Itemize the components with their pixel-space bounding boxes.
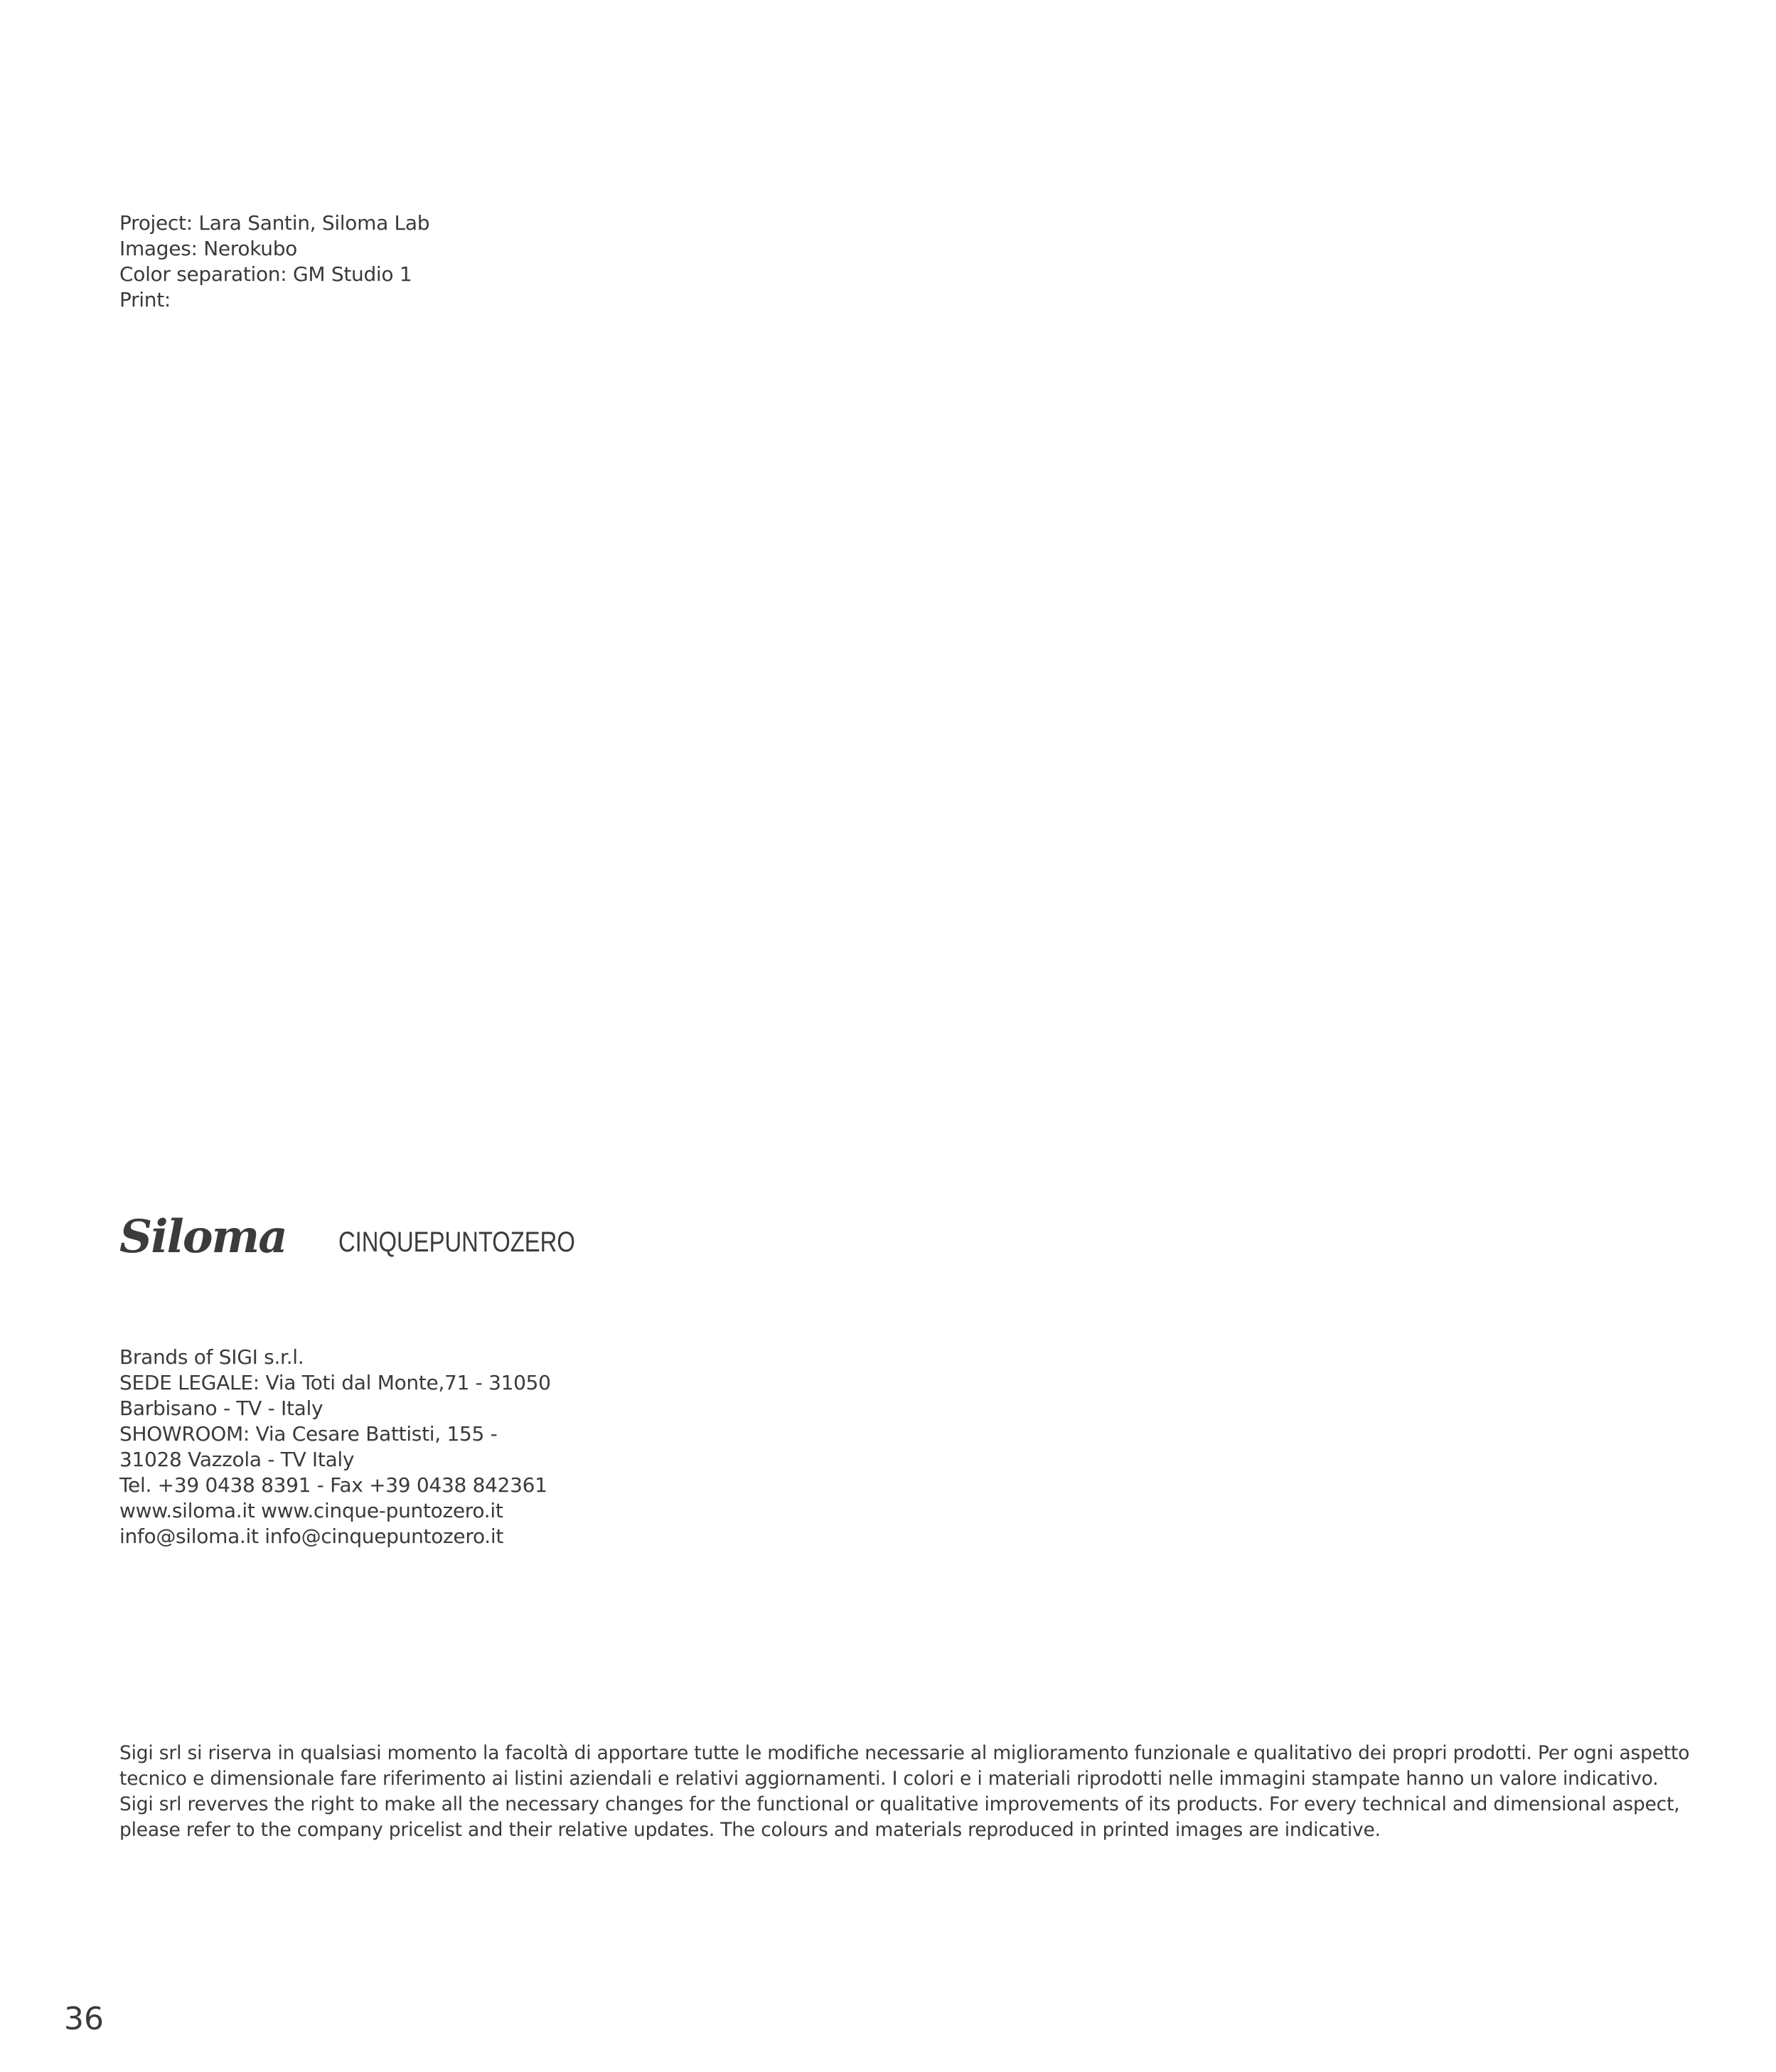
address-line: Barbisano - TV - Italy [119, 1397, 323, 1420]
disclaimer-line: Sigi srl si riserva in qualsiasi momento la facoltà di apportare tutte le modifiche necessarie al miglioramento funzionale e qualitativo dei propri prodotti. Per ogni aspetto [119, 1742, 1690, 1764]
disclaimer-line: Sigi srl reverves the right to make all the necessary changes for the functional or qualitative improvements of its products. For every technical and dimensional aspect, [119, 1793, 1680, 1815]
company-address-block [119, 1345, 551, 1549]
brand-logos [119, 1209, 617, 1280]
page-number: 36 [64, 2001, 104, 2037]
siloma-logo: Siloma [119, 1210, 287, 1264]
credit-images: Images: Nerokubo [119, 237, 298, 260]
disclaimer-line: tecnico e dimensionale fare riferimento ai listini aziendali e relativi aggiornamenti. I colori e i materiali riprodotti nelle immagini stampate hanno un valore indicativo. [119, 1768, 1659, 1790]
credits-block [119, 210, 429, 313]
address-line: Brands of SIGI s.r.l. [119, 1345, 304, 1369]
cinquepuntozero-logo: CINQUEPUNTOZERO [338, 1227, 575, 1258]
credit-color-separation: Color separation: GM Studio 1 [119, 262, 412, 286]
credit-print: Print: [119, 288, 171, 311]
address-line: SHOWROOM: Via Cesare Battisti, 155 - [119, 1422, 498, 1446]
credit-project: Project: Lara Santin, Siloma Lab [119, 211, 430, 235]
address-line: www.siloma.it www.cinque-puntozero.it [119, 1499, 503, 1522]
address-line: info@siloma.it info@cinquepuntozero.it [119, 1524, 504, 1548]
address-line: 31028 Vazzola - TV Italy [119, 1448, 355, 1471]
disclaimer-line: please refer to the company pricelist and their relative updates. The colours and materials reproduced in printed images are indicative. [119, 1819, 1381, 1841]
address-line: Tel. +39 0438 8391 - Fax +39 0438 842361 [119, 1473, 547, 1497]
address-line: SEDE LEGALE: Via Toti dal Monte,71 - 31050 [119, 1371, 551, 1394]
disclaimer-block [119, 1741, 1690, 1843]
